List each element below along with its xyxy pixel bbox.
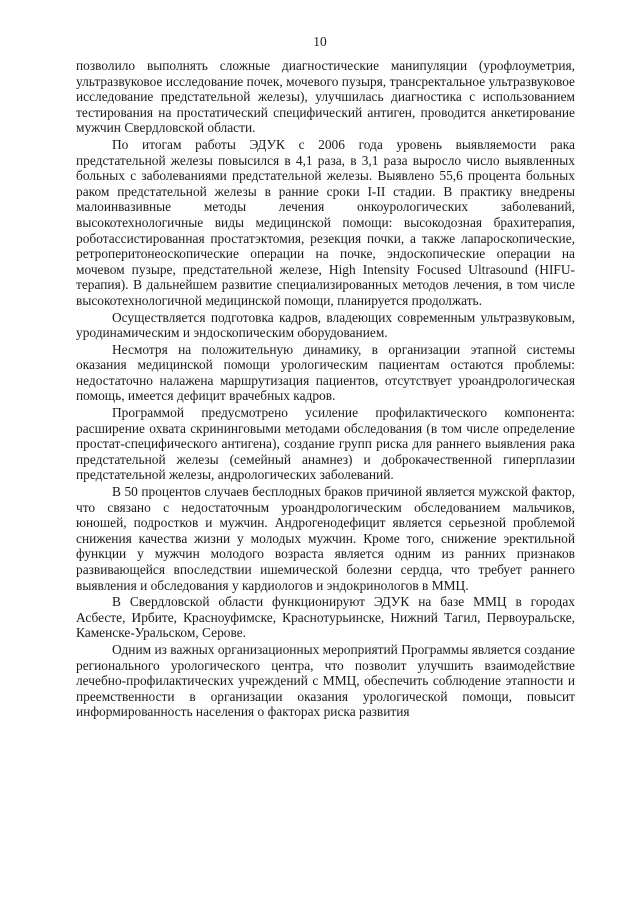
paragraph-regional-center: Одним из важных организационных мероприятий Программы является создание регионального урологического центра, что позволит улучшить взаимодействие лечебно-профилактических учреждений с ММЦ, обеспечить соблюдение этапности и преемственности в организации оказания урологической помощи, повысит информированность населения о факторах риска развития (76, 641, 575, 720)
paragraph-male-infertility: В 50 процентов случаев бесплодных браков причиной является мужской фактор, что связано с недостаточным уроандрологическим обследованием мальчиков, юношей, подростков и мужчин. Андрогенодефицит является серьезной проблемой снижения качества жизни у молодых мужчин. Кроме того, снижение эректильной функции у мужчин молодого возраста является одним из ранних признаков развивающейся впоследствии ишемической болезни сердца, что требует раннего выявления и обследования у кардиологов и эндокринологов в ММЦ. (76, 484, 575, 593)
paragraph-staff-training: Осуществляется подготовка кадров, владеющих современным ультразвуковым, уродинамическим и эндоскопическим оборудованием. (76, 309, 575, 341)
paragraph-prevention: Программой предусмотрено усиление профилактического компонента: расширение охвата скрининговыми методами обследования (в том числе определение простат-специфического антигена), создание групп риска для раннего выявления рака предстательной железы (семейный анамнез) и доброкачественной гиперплазии предстательной железы, андрологических заболеваний. (76, 405, 575, 483)
page-number: 10 (313, 34, 327, 49)
paragraph-diagnostics: позволило выполнять сложные диагностические манипуляции (урофлоуметрия, ультразвуковое исследование почек, мочевого пузыря, трансректальное ультразвуковое исследование предстательной железы), улучшилась диагностика с использованием тестирования на простатический специфический антиген, проводится анкетирование мужчин Свердловской области. (76, 58, 575, 136)
paragraph-results-since-2006: По итогам работы ЭДУК с 2006 года уровень выявляемости рака предстательной железы повысился в 4,1 раза, в 3,1 раза выросло число выявленных больных с заболеваниями предстательной железы. Выявлено 55,6 процента больных раком предстательной железы в ранние сроки I-II стадии. В практику внедрены малоинвазивные методы лечения онкоурологических заболеваний, высокотехнологичные виды медицинской помощи: высокодозная брахитерапия, роботассистированная простатэктомия, резекция почки, а также лапароскопические, ретроперитонеоскопические операции на почке, эндоскопические операции на мочевом пузыре, предстательной железе, High Intensity Focused Ultrasound (HIFU-терапия). В дальнейшем развитие специализированных методов лечения, в том числе высокотехнологичной медицинской помощи, планируется продолжать. (76, 136, 575, 308)
paragraph-edu-centers: В Свердловской области функционируют ЭДУК на базе ММЦ в городах Асбесте, Ирбите, Красноуфимске, Краснотурьинске, Нижний Тагил, Первоуральске, Каменске-Уральском, Серове. (76, 594, 575, 641)
document-body (76, 58, 575, 721)
paragraph-problems: Несмотря на положительную динамику, в организации этапной системы оказания медицинской помощи урологическим пациентам остаются проблемы: недостаточно налажена маршрутизация пациентов, отсутствует уроандрологическая помощь, имеется дефицит врачебных кадров. (76, 341, 575, 404)
